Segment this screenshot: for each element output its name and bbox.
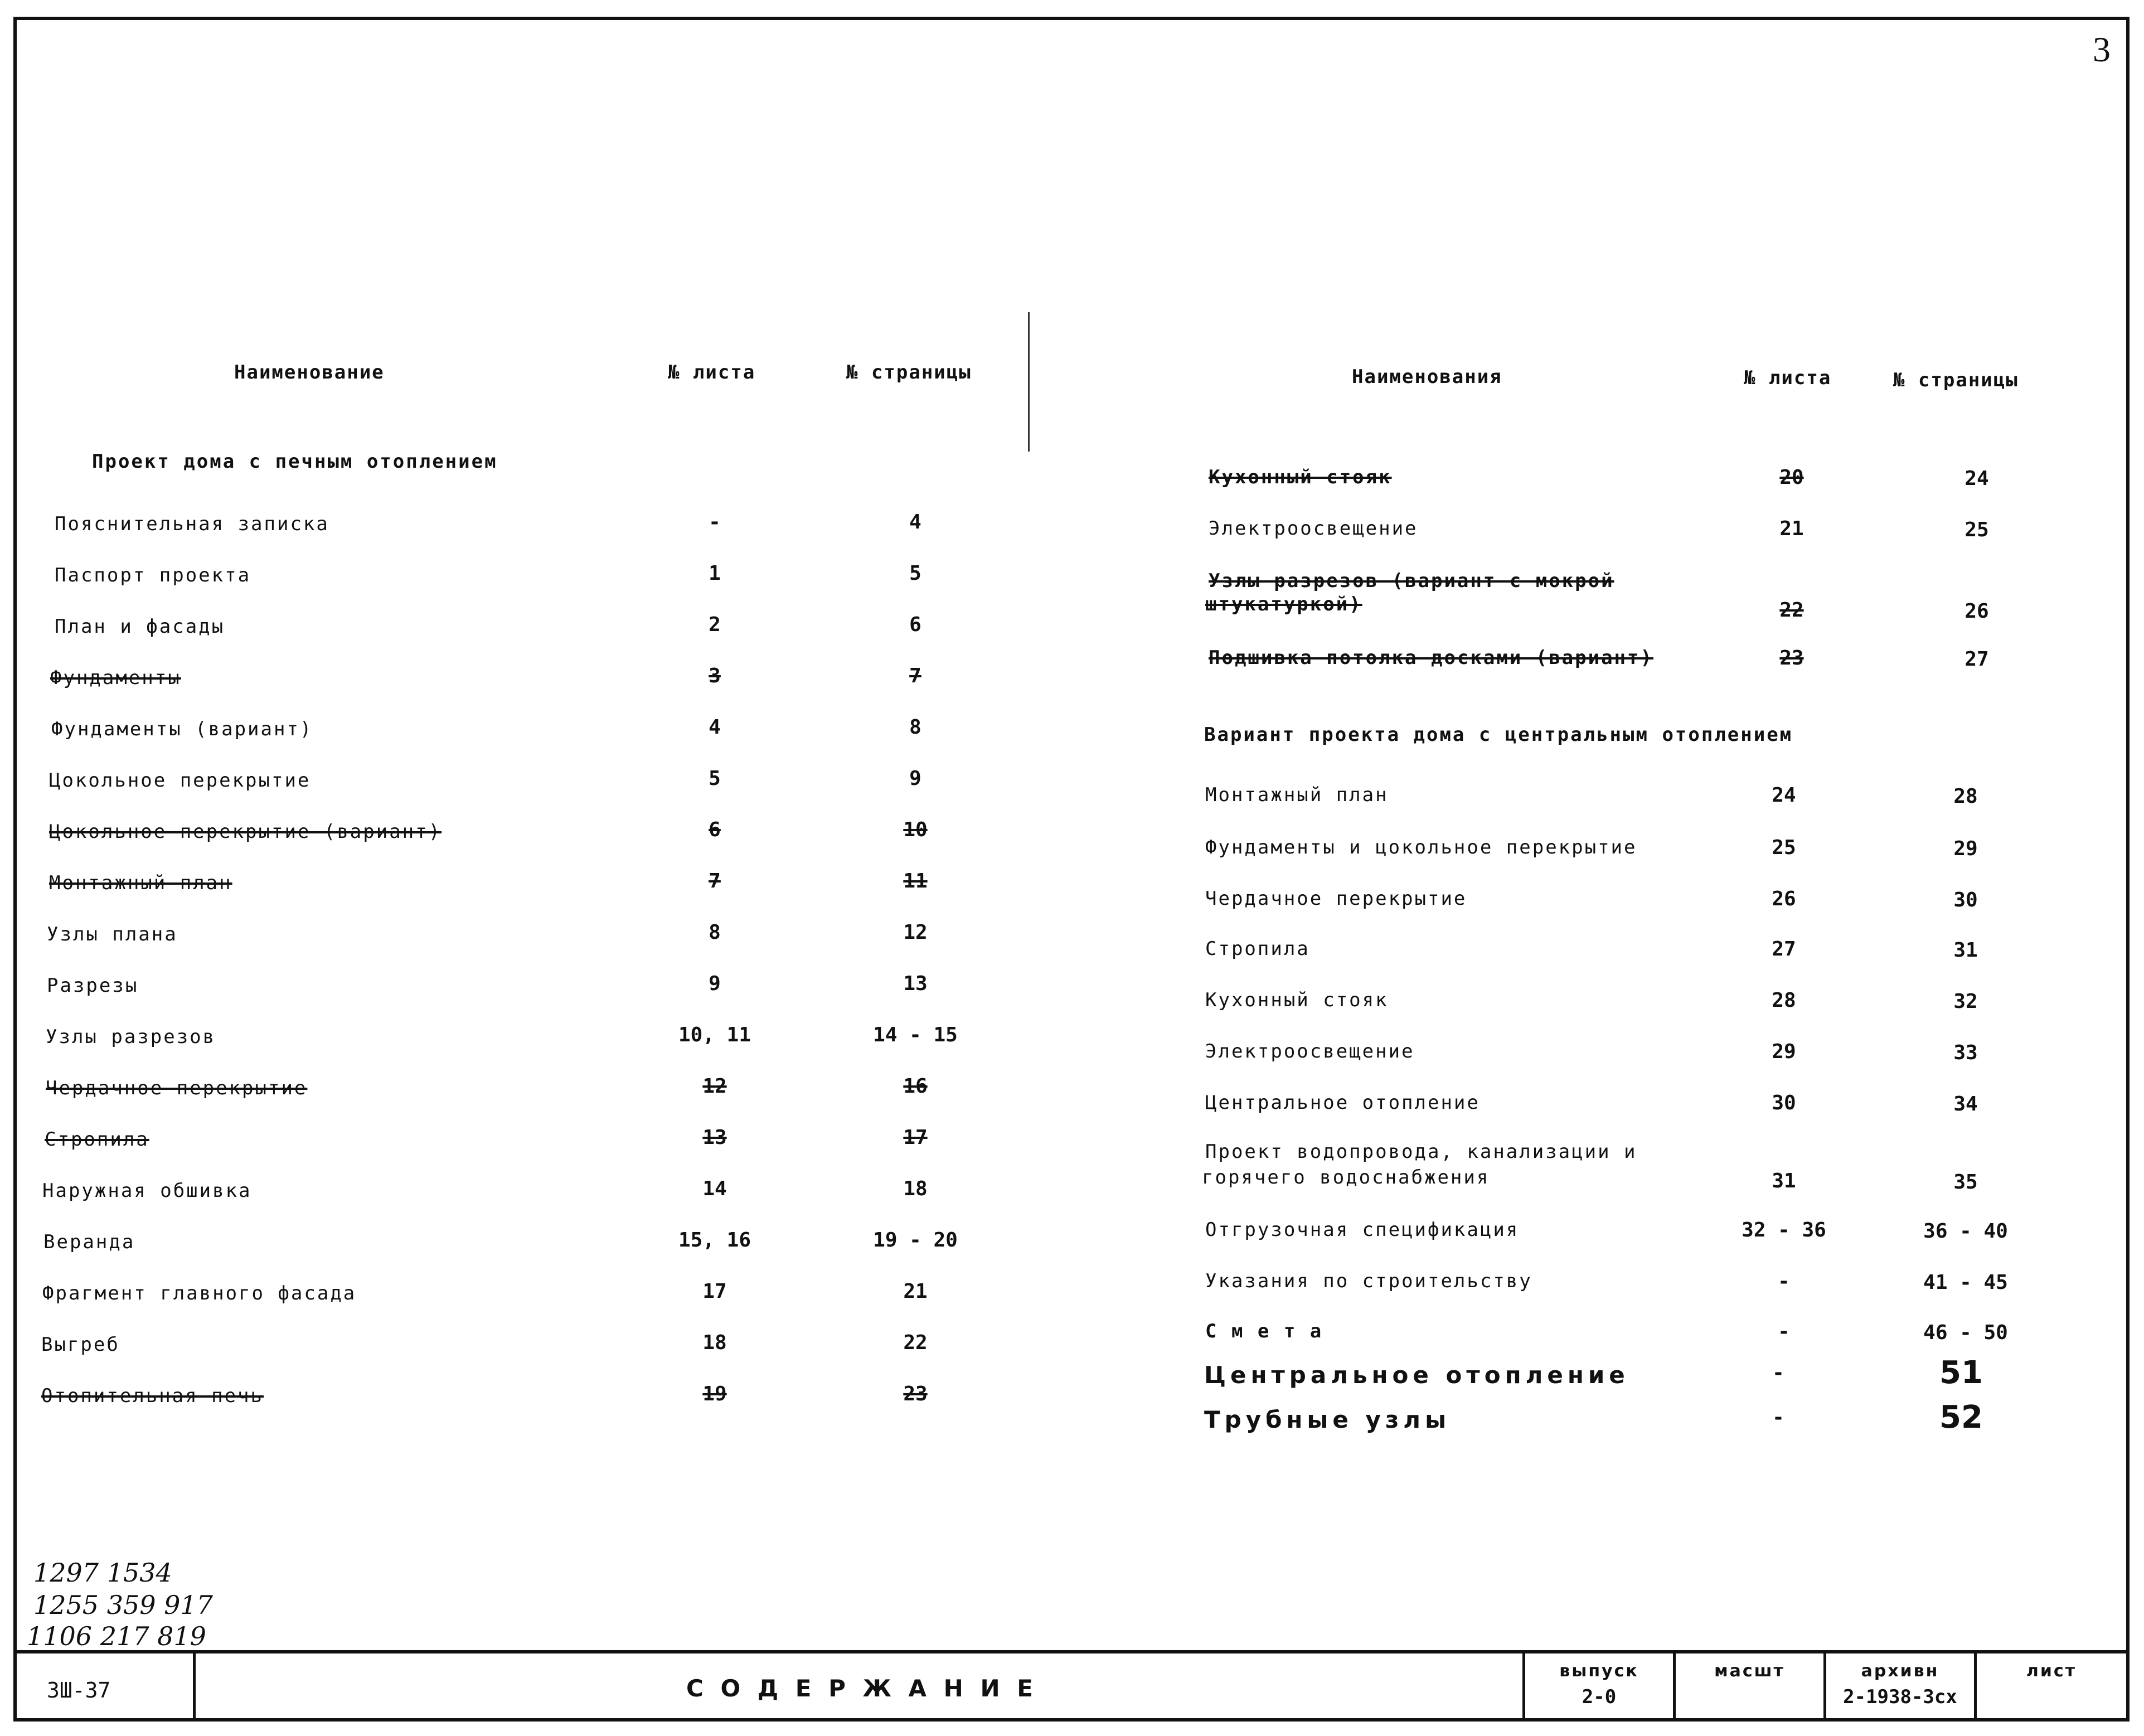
left-row-page: 23 [903, 1383, 928, 1405]
right-hand-row-page: 52 [1939, 1399, 1983, 1436]
right-row-sheet: 29 [1772, 1040, 1796, 1063]
right-row-page: 35 [1953, 1171, 1978, 1194]
left-row-page: 10 [903, 818, 928, 841]
right-top-row-sheet: 20 [1779, 466, 1804, 489]
right-row-page: 41 - 45 [1923, 1271, 2008, 1294]
issue-label: выпуск [1559, 1661, 1639, 1681]
right-row-name: Указания по строительству [1205, 1270, 1532, 1292]
left-row-page: 9 [909, 767, 921, 790]
right-top-row-name: Узлы разрезов (вариант с мокрой [1209, 570, 1614, 592]
left-row-sheet: 1 [709, 562, 721, 585]
right-top-row-page: 27 [1964, 648, 1989, 671]
right-row-name: Чердачное перекрытие [1205, 888, 1467, 910]
left-row-name: Веранда [43, 1231, 135, 1253]
left-row-page: 22 [903, 1331, 928, 1354]
left-row-page: 7 [909, 665, 921, 687]
left-row-sheet: 9 [709, 972, 721, 995]
left-row-name: Наружная обшивка [42, 1180, 252, 1202]
column-divider [1028, 312, 1030, 452]
right-top-row-page: 26 [1964, 600, 1989, 623]
left-row-name: Чердачное перекрытие [46, 1077, 308, 1099]
left-row-sheet: 8 [709, 921, 721, 944]
issue-cell [1522, 1653, 1673, 1722]
right-hand-row-sheet: - [1772, 1406, 1784, 1429]
right-top-row-name: Подшивка потолка досками (вариант) [1209, 647, 1653, 669]
sheet-label: лист [2026, 1661, 2077, 1681]
left-row-page: 4 [909, 511, 921, 534]
right-top-row-name-cont: штукатуркой) [1205, 593, 1362, 615]
right-row-name: Отгрузочная спецификация [1205, 1219, 1520, 1241]
right-top-row-page: 24 [1964, 467, 1989, 490]
left-row-name: Цокольное перекрытие [49, 769, 311, 792]
left-row-sheet: 10, 11 [678, 1024, 751, 1046]
archive-cell [1823, 1653, 1974, 1722]
left-row-sheet: 5 [709, 767, 721, 790]
right-row-page: 32 [1953, 990, 1978, 1013]
right-row-sheet: 26 [1772, 888, 1796, 910]
right-row-sheet: - [1778, 1270, 1790, 1293]
right-hand-row-page: 51 [1939, 1355, 1983, 1391]
right-row-name-cont: горячего водоснабжения [1202, 1166, 1490, 1189]
document-title: С О Д Е Р Ж А Н И Е [686, 1675, 1037, 1702]
archive-label: архивн [1861, 1661, 1939, 1681]
right-top-row-page: 25 [1964, 518, 1989, 541]
left-row-sheet: 17 [702, 1280, 727, 1303]
right-row-sheet: 25 [1772, 836, 1796, 859]
scale-label: масшт [1714, 1661, 1785, 1681]
left-row-page: 18 [903, 1177, 928, 1200]
left-row-name: Монтажный план [49, 872, 232, 894]
right-row-sheet: - [1778, 1320, 1790, 1343]
right-row-page: 33 [1953, 1041, 1978, 1064]
left-row-name: Узлы разрезов [46, 1026, 216, 1048]
right-row-sheet: 31 [1772, 1170, 1796, 1192]
right-row-name: Кухонный стояк [1205, 989, 1389, 1011]
sheet-cell [1974, 1653, 2126, 1722]
right-hand-row-name: Центральное отопление [1204, 1361, 1629, 1389]
left-row-sheet: 2 [709, 613, 721, 636]
right-hand-row-name: Трубные узлы [1204, 1406, 1451, 1433]
right-top-row-sheet: 23 [1779, 647, 1804, 670]
right-top-row-sheet: 22 [1779, 599, 1804, 622]
right-row-sheet: 30 [1772, 1092, 1796, 1114]
right-row-name: Стропила [1205, 938, 1310, 960]
title-cell [193, 1653, 1522, 1722]
left-row-page: 11 [903, 870, 928, 893]
drawing-frame [13, 17, 2130, 1722]
left-header-page: № страницы [846, 361, 972, 384]
left-row-name: Пояснительная записка [55, 513, 329, 535]
left-row-page: 16 [903, 1075, 928, 1098]
handwritten-note-2: 1255 359 917 [33, 1590, 213, 1620]
right-row-sheet: 27 [1772, 938, 1796, 961]
left-row-sheet: 3 [709, 665, 721, 687]
right-row-name: Центральное отопление [1205, 1092, 1480, 1114]
right-row-page: 30 [1953, 889, 1978, 911]
right-row-sheet: 24 [1772, 784, 1796, 807]
left-row-sheet: 12 [702, 1075, 727, 1098]
left-header-name: Наименование [234, 361, 385, 384]
left-row-sheet: 19 [702, 1383, 727, 1405]
right-header-page: № страницы [1893, 369, 2019, 391]
right-row-sheet: 32 - 36 [1742, 1219, 1826, 1242]
left-row-name: Фундаменты [50, 667, 181, 689]
left-row-name: Фундаменты (вариант) [51, 718, 313, 740]
issue-value: 2-0 [1582, 1686, 1617, 1708]
left-row-page: 5 [909, 562, 921, 585]
right-top-row-sheet: 21 [1779, 517, 1804, 540]
right-row-sheet: 28 [1772, 989, 1796, 1012]
right-section-title: Вариант проекта дома с центральным отоплением [1204, 724, 1793, 746]
right-hand-row-sheet: - [1772, 1361, 1784, 1384]
left-row-page: 17 [903, 1126, 928, 1149]
right-row-name: С м е т а [1205, 1320, 1323, 1342]
left-row-page: 12 [903, 921, 928, 944]
right-row-name: Проект водопровода, канализации и [1205, 1141, 1637, 1163]
handwritten-note-3: 1106 217 819 [27, 1621, 206, 1651]
left-row-page: 19 - 20 [873, 1229, 958, 1252]
left-row-name: Разрезы [47, 974, 139, 997]
right-row-page: 36 - 40 [1923, 1220, 2008, 1243]
archive-value: 2-1938-3сх [1843, 1686, 1957, 1708]
right-row-page: 28 [1953, 785, 1978, 808]
left-row-page: 21 [903, 1280, 928, 1303]
right-header-name: Наименования [1352, 366, 1502, 388]
right-row-page: 31 [1953, 939, 1978, 962]
page-number: 3 [2093, 30, 2111, 69]
left-row-name: Цокольное перекрытие (вариант) [49, 821, 442, 843]
right-row-name: Электроосвещение [1205, 1040, 1415, 1063]
left-row-page: 6 [909, 613, 921, 636]
left-row-name: Фрагмент главного фасада [42, 1282, 357, 1305]
left-row-sheet: 13 [702, 1126, 727, 1149]
left-row-sheet: 14 [702, 1177, 727, 1200]
right-header-sheet: № листа [1744, 367, 1832, 389]
left-row-name: Стропила [45, 1128, 149, 1151]
title-block [13, 1650, 2130, 1722]
left-row-page: 8 [909, 716, 921, 739]
left-row-name: Отопительная печь [41, 1385, 264, 1407]
scale-cell [1673, 1653, 1823, 1722]
left-section-title: Проект дома с печным отоплением [92, 450, 498, 473]
right-row-name: Фундаменты и цокольное перекрытие [1205, 836, 1637, 859]
left-row-sheet: 15, 16 [678, 1229, 751, 1252]
right-row-page: 29 [1953, 837, 1978, 860]
drawing-code: ЗШ-37 [47, 1678, 111, 1703]
left-row-name: Паспорт проекта [55, 564, 251, 586]
right-row-page: 46 - 50 [1923, 1321, 2008, 1344]
left-row-sheet: 7 [709, 870, 721, 893]
left-row-name: Узлы плана [47, 923, 178, 945]
left-row-page: 13 [903, 972, 928, 995]
left-row-sheet: 6 [709, 818, 721, 841]
right-top-row-name: Электроосвещение [1209, 517, 1418, 540]
left-row-sheet: - [709, 511, 721, 534]
right-row-page: 34 [1953, 1093, 1978, 1116]
left-row-sheet: 4 [709, 716, 721, 739]
right-row-name: Монтажный план [1205, 784, 1389, 806]
left-row-page: 14 - 15 [873, 1024, 958, 1046]
left-header-sheet: № листа [668, 361, 756, 384]
left-row-name: Выгреб [41, 1333, 120, 1356]
left-row-name: План и фасады [55, 615, 225, 638]
right-top-row-name: Кухонный стояк [1209, 466, 1392, 488]
handwritten-note-1: 1297 1534 [33, 1558, 172, 1588]
left-row-sheet: 18 [702, 1331, 727, 1354]
